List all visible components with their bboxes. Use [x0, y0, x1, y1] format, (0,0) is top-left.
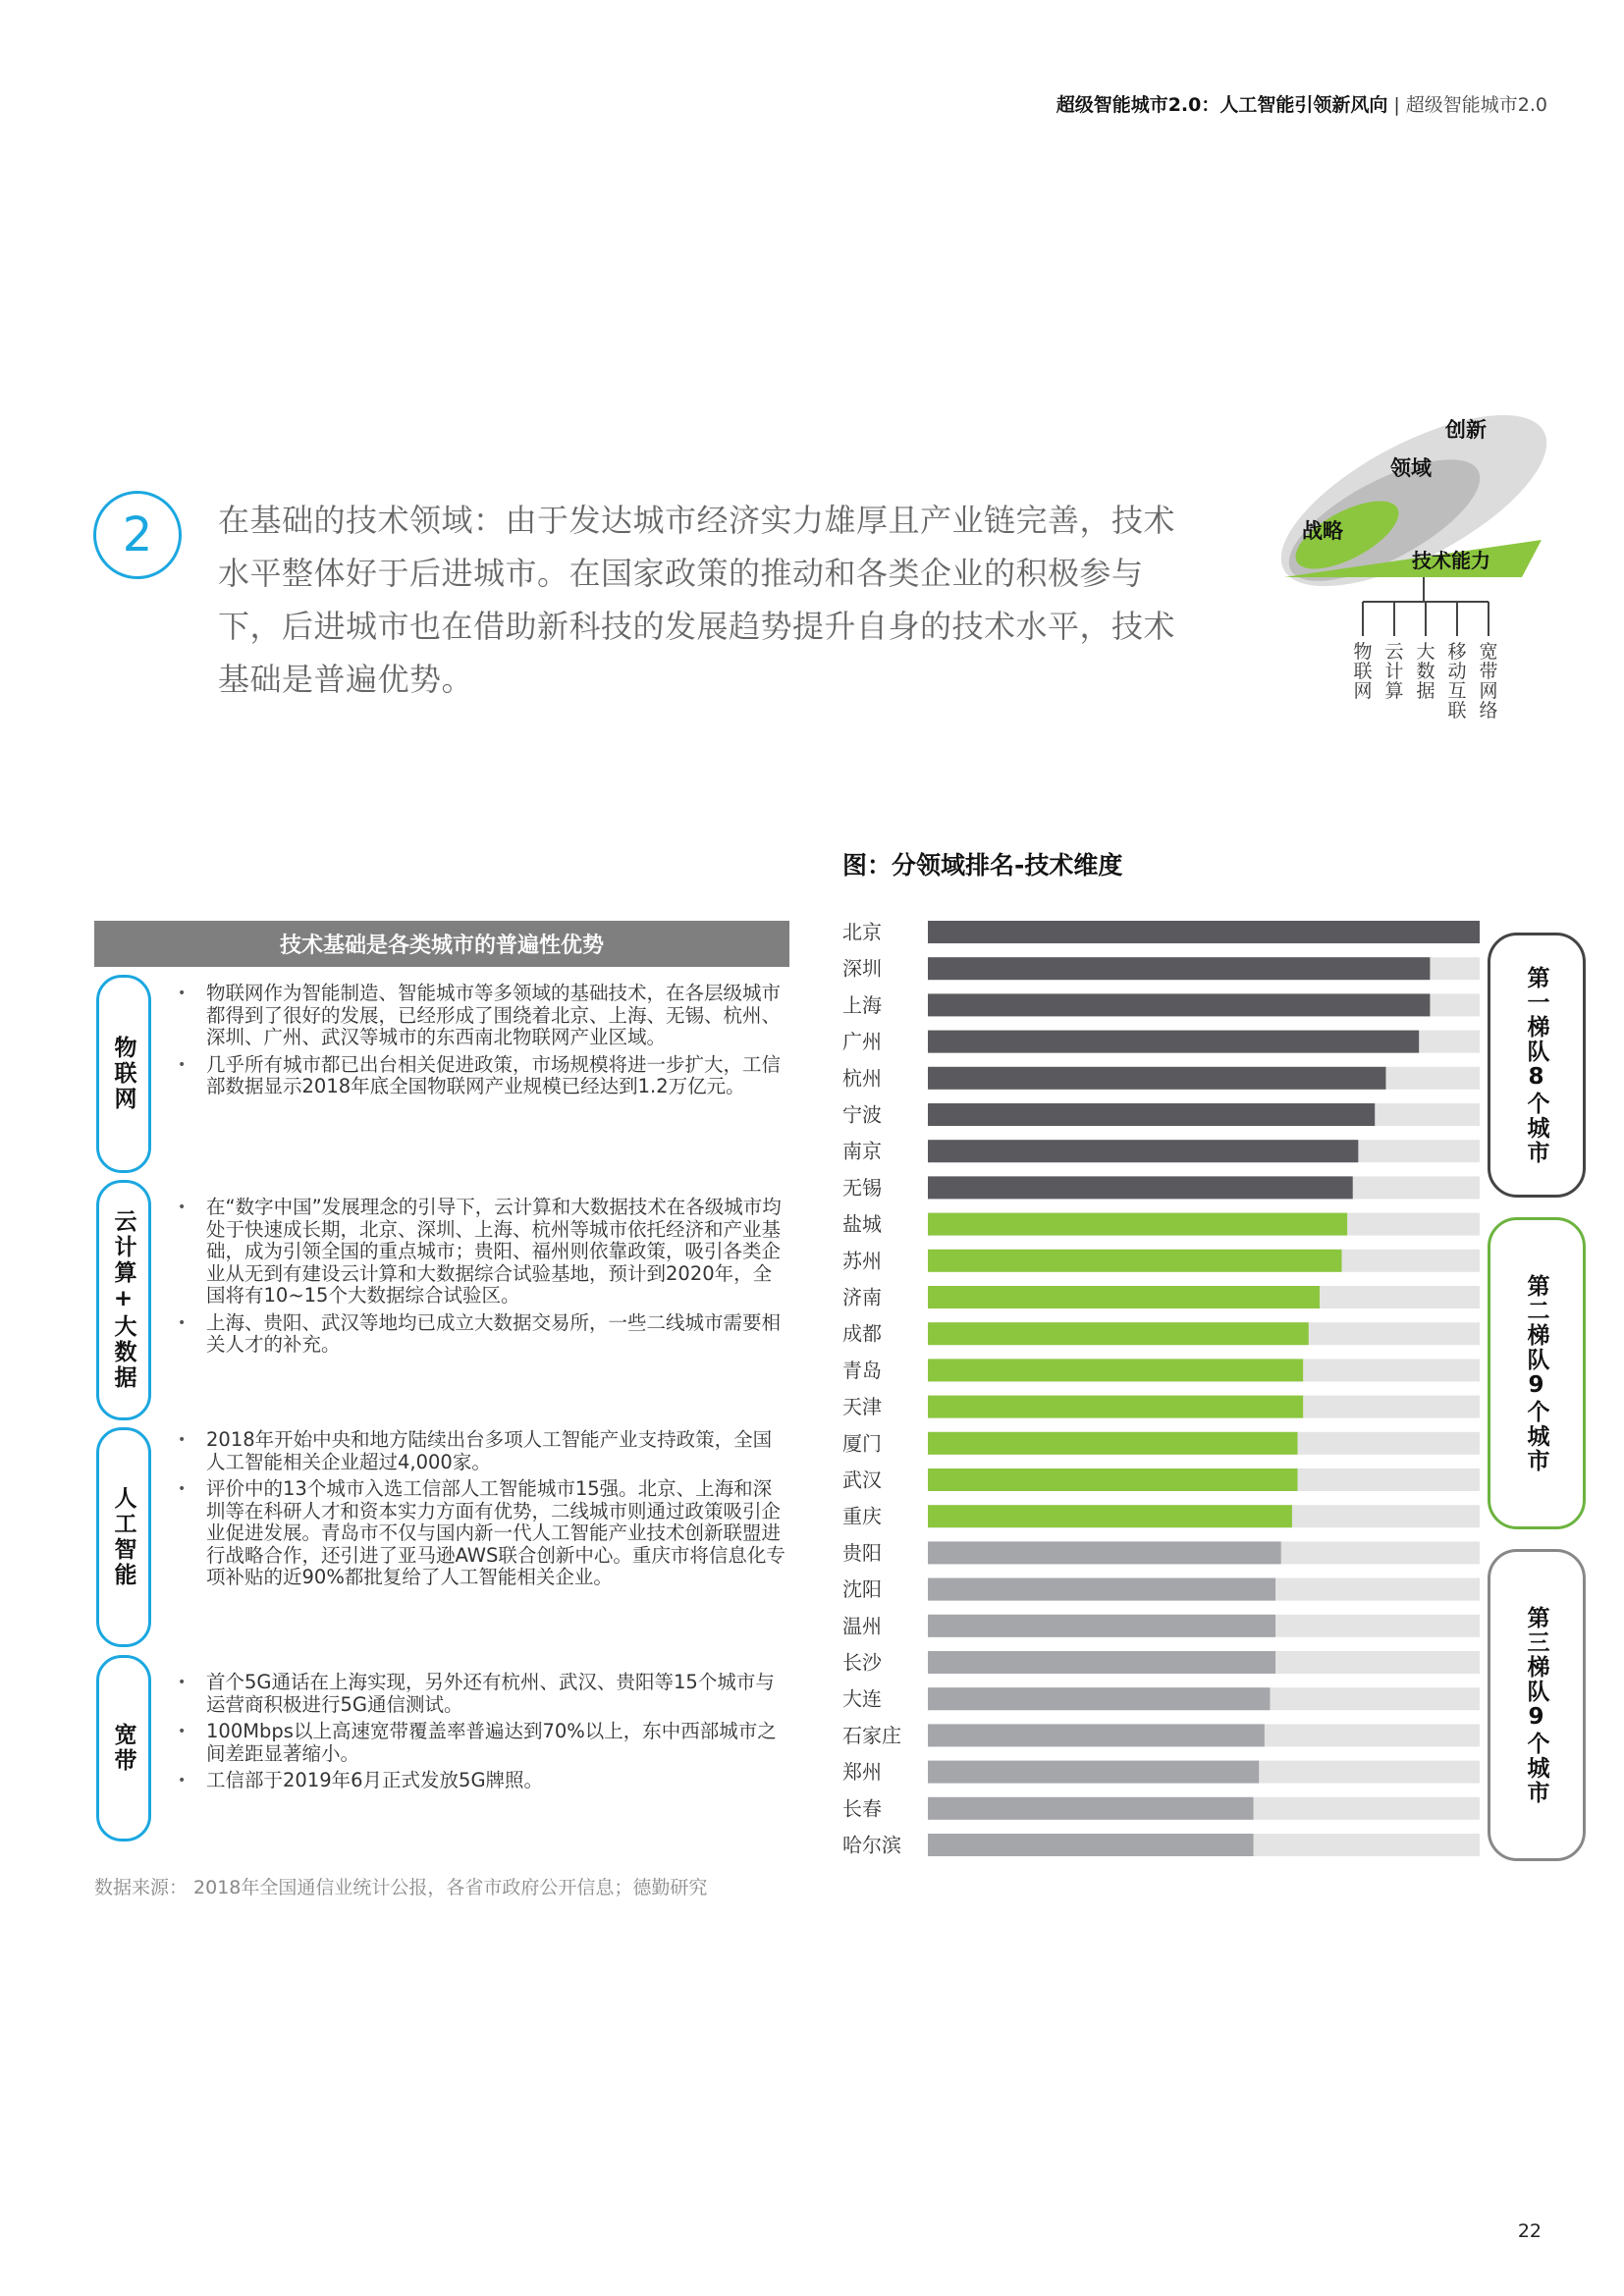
bar-label: 武汉 — [842, 1468, 882, 1492]
table-title: 技术基础是各类城市的普遍性优势 — [94, 921, 789, 967]
bar — [928, 921, 1480, 943]
list-item: • 几乎所有城市都已出台相关促进政策，市场规模将进一步扩大，工信部数据显示2018年底全国物联网产业规模已经达到1.2万亿元。 — [172, 1054, 785, 1098]
row-label-ai: 人工智能 — [96, 1427, 151, 1647]
bar — [928, 1322, 1309, 1345]
list-item: • 100Mbps以上高速宽带覆盖率普遍达到70%以上，东中西部城市之间差距显著缩小。 — [172, 1721, 785, 1765]
bar — [928, 1031, 1419, 1053]
header-title: 超级智能城市2.0：人工智能引领新风向 — [1056, 94, 1388, 116]
bar — [928, 1761, 1259, 1784]
header-separator: | — [1393, 94, 1400, 116]
bar — [928, 1432, 1298, 1455]
bar-label: 成都 — [842, 1321, 882, 1346]
bar-label: 天津 — [842, 1395, 882, 1419]
row-label-cloud-bigdata: 云计算+大数据 — [96, 1180, 151, 1420]
section-intro: 在基础的技术领域：由于发达城市经济实力雄厚且产业链完善，技术水平整体好于后进城市。在国家政策的推动和各类企业的积极参与下，后进城市也在借助新科技的发展趋势提升自身的技术水平，技术基础是普遍优势。 — [218, 502, 1176, 698]
bar-label: 沈阳 — [842, 1577, 882, 1602]
bar-label: 深圳 — [842, 956, 882, 981]
bar-label: 长沙 — [842, 1650, 882, 1675]
header-subtitle: 超级智能城市2.0 — [1405, 94, 1547, 116]
list-item: • 2018年开始中央和地方陆续出台多项人工智能产业支持政策，全国人工智能相关企业超过4,000家。 — [172, 1429, 785, 1473]
bar — [928, 1834, 1254, 1856]
bar — [928, 1286, 1320, 1308]
bar — [928, 1724, 1265, 1746]
bar — [928, 1103, 1375, 1126]
bar — [928, 1468, 1298, 1491]
data-source: 数据来源： 2018年全国通信业统计公报，各省市政府公开信息；德勤研究 — [94, 1877, 708, 1898]
cloud-bigdata-bullets — [172, 1197, 785, 1362]
bar-label: 苏州 — [842, 1249, 882, 1273]
ai-bullets — [172, 1429, 785, 1594]
bar — [928, 1651, 1275, 1674]
bar — [928, 1250, 1342, 1272]
bar-label: 济南 — [842, 1285, 882, 1309]
list-item: • 首个5G通话在上海实现，另外还有杭州、武汉、贵阳等15个城市与运营商积极进行5G通信测试。 — [172, 1672, 785, 1716]
bar-label: 郑州 — [842, 1760, 882, 1785]
bar-label: 广州 — [842, 1030, 882, 1054]
bar — [928, 1541, 1281, 1564]
diagram-branch-label: 宽带网络 — [1479, 641, 1498, 721]
bar-label: 北京 — [842, 920, 882, 944]
diagram-branch-label: 云计算 — [1384, 641, 1404, 702]
bar-label: 重庆 — [842, 1504, 882, 1528]
diagram-branches — [1353, 641, 1497, 721]
tech-capability-diagram — [1276, 393, 1571, 736]
list-item: • 在“数字中国”发展理念的引导下，云计算和大数据技术在各级城市均处于快速成长期，北京、深圳、上海、杭州等城市依托经济和产业基础，成为引领全国的重点城市；贵阳、福州则依靠政策，吸引各类企业从无到有建设云计算和大数据综合试验基地，预计到2020年，全国将有10~15个大数据综合试验区。 — [172, 1197, 785, 1308]
bar — [928, 1687, 1270, 1710]
diagram-branch-label: 大数据 — [1416, 641, 1435, 702]
diagram-middle-label: 领域 — [1390, 456, 1432, 480]
bar — [928, 1797, 1254, 1820]
bar-label: 厦门 — [842, 1431, 882, 1456]
tier-3-label: 第三梯队9个城市 — [1488, 1549, 1586, 1861]
bar-label: 宁波 — [842, 1102, 882, 1127]
bar — [928, 1067, 1385, 1090]
bar-label: 无锡 — [842, 1175, 882, 1200]
bar — [928, 1578, 1275, 1601]
diagram-branch-label: 物联网 — [1353, 641, 1373, 702]
chart-title: 图：分领域排名-技术维度 — [842, 851, 1123, 880]
page-number: 22 — [1517, 2220, 1542, 2242]
bar — [928, 1176, 1353, 1199]
row-label-broadband: 宽带 — [96, 1655, 151, 1842]
bar — [928, 1213, 1347, 1236]
list-item: • 评价中的13个城市入选工信部人工智能城市15强。北京、上海和深圳等在科研人才和资本实力方面有优势，二线城市则通过政策吸引企业促进发展。青岛市不仅与国内新一代人工智能产业技术创新联盟进行战略合作，还引进了亚马逊AWS联合创新中心。重庆市将信息化专项补贴的近90%都批复给了人工智能相关企业。 — [172, 1478, 785, 1589]
bar — [928, 957, 1430, 980]
bar — [928, 1615, 1275, 1637]
bar — [928, 1396, 1303, 1418]
bar-label: 温州 — [842, 1614, 882, 1638]
bar-label: 盐城 — [842, 1212, 882, 1237]
broadband-bullets — [172, 1672, 785, 1797]
section-number: 2 — [93, 491, 182, 579]
diagram-inner-label: 战略 — [1302, 519, 1343, 543]
bar — [928, 1359, 1303, 1381]
bar-label: 上海 — [842, 992, 882, 1017]
bar-label: 石家庄 — [842, 1723, 901, 1747]
tier-2-label: 第二梯队9个城市 — [1488, 1217, 1586, 1529]
diagram-outer-label: 创新 — [1445, 418, 1487, 442]
bar-label: 长春 — [842, 1796, 882, 1821]
tier-1-label: 第一梯队8个城市 — [1488, 933, 1586, 1198]
bar — [928, 993, 1430, 1016]
bar — [928, 1140, 1358, 1162]
iot-bullets — [172, 983, 785, 1103]
list-item: • 上海、贵阳、武汉等地均已成立大数据交易所，一些二线城市需要相关人才的补充。 — [172, 1312, 785, 1357]
bar-label: 大连 — [842, 1686, 882, 1711]
diagram-band-label: 技术能力 — [1412, 549, 1490, 572]
bar-label: 哈尔滨 — [842, 1833, 901, 1857]
bar-label: 南京 — [842, 1139, 882, 1163]
list-item: • 工信部于2019年6月正式发放5G牌照。 — [172, 1770, 785, 1792]
list-item: • 物联网作为智能制造、智能城市等多领域的基础技术，在各层级城市都得到了很好的发展，已经形成了围绕着北京、上海、无锡、杭州、深圳、广州、武汉等城市的东西南北物联网产业区域。 — [172, 983, 785, 1049]
bar — [928, 1505, 1292, 1527]
bar-chart — [835, 913, 1483, 1865]
row-label-iot: 物联网 — [96, 975, 151, 1173]
bar-label: 青岛 — [842, 1358, 882, 1382]
bar-label: 杭州 — [842, 1066, 882, 1091]
running-header — [1056, 90, 1547, 117]
bar-label: 贵阳 — [842, 1540, 882, 1565]
diagram-branch-label: 移动互联 — [1447, 641, 1467, 721]
